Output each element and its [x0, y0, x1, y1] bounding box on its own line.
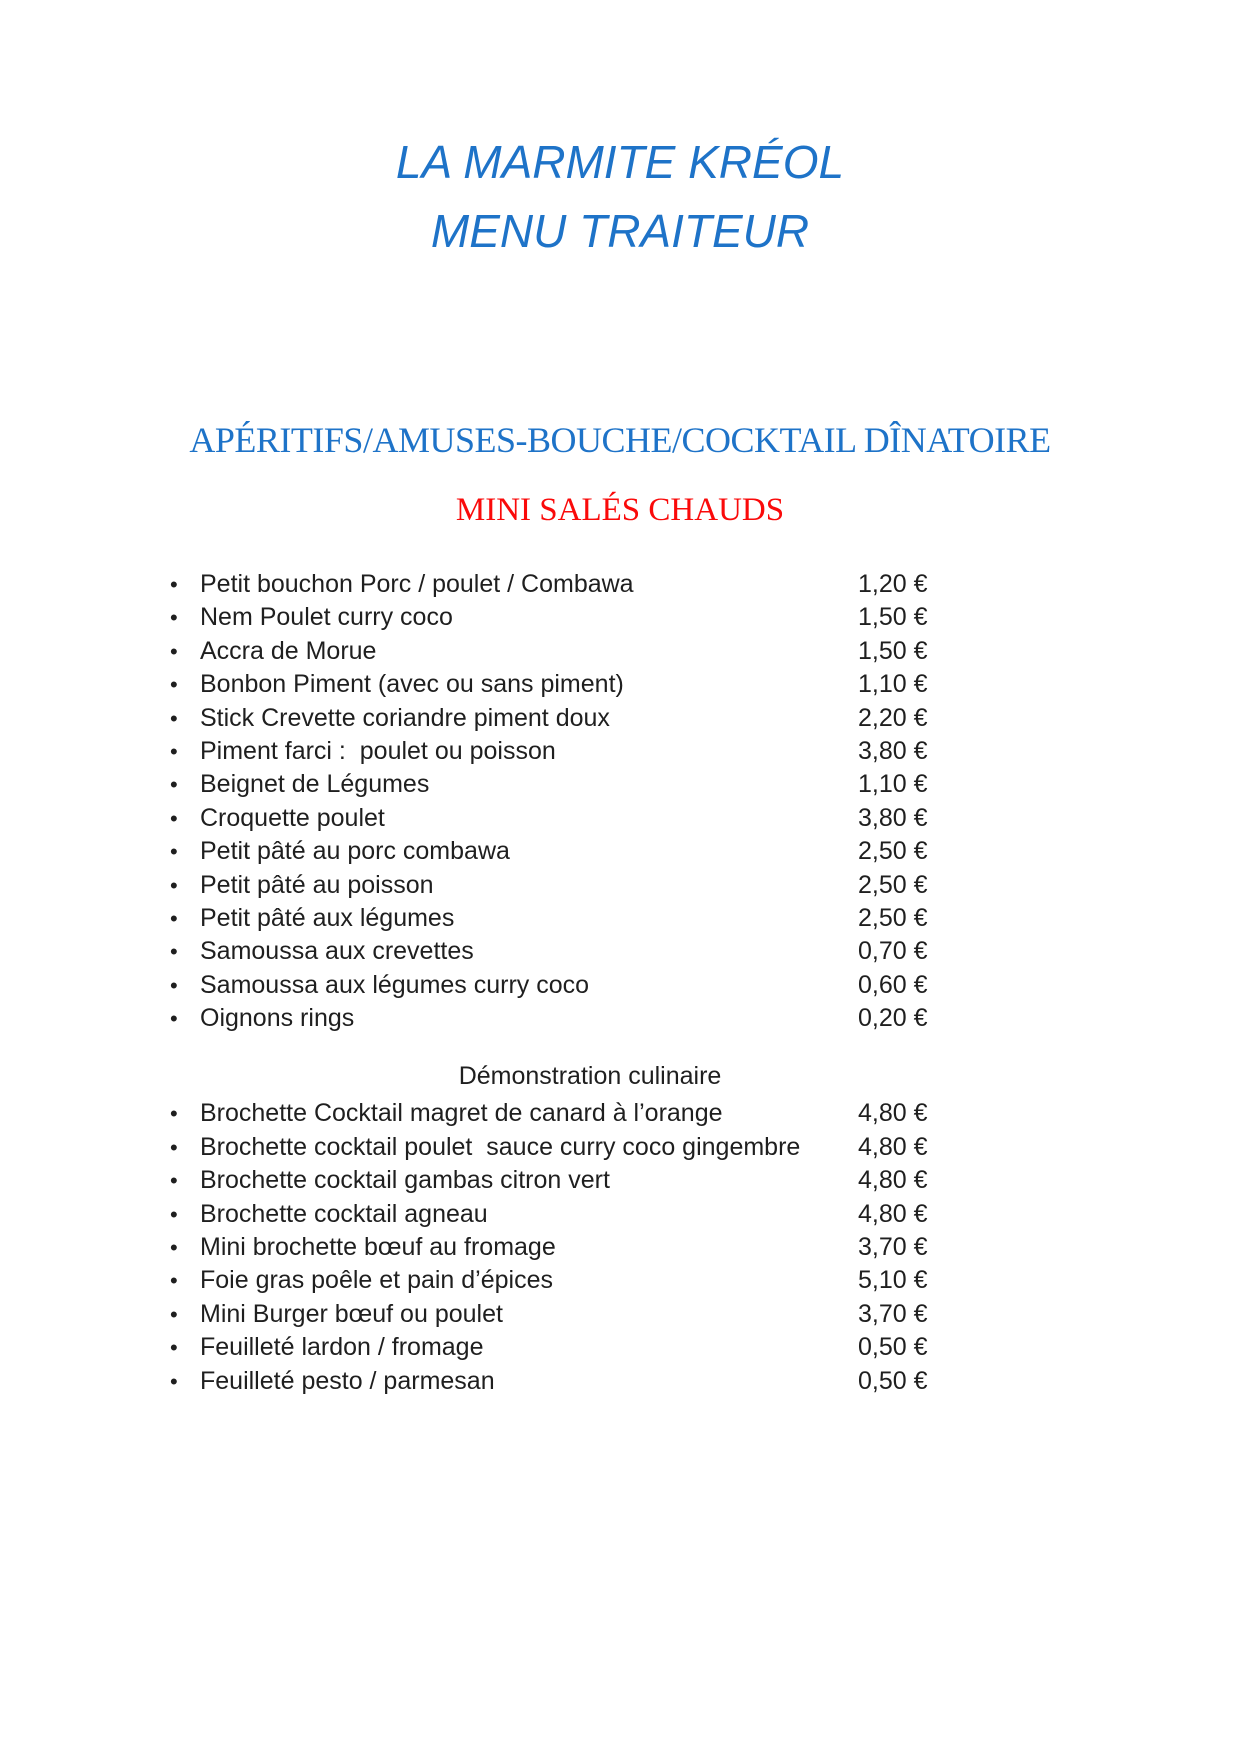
section-heading-aperitifs: APÉRITIFS/AMUSES-BOUCHE/COCKTAIL DÎNATOIRE: [189, 420, 1051, 460]
menu-item-price: 0,20 €: [858, 1004, 928, 1033]
menu-item-price: 4,80 €: [858, 1099, 928, 1128]
menu-item-price: 2,50 €: [858, 870, 928, 899]
menu-item-name: Brochette cocktail agneau: [200, 1199, 488, 1228]
menu-item-name: Brochette cocktail gambas citron vert: [200, 1166, 610, 1195]
menu-item-row: [170, 768, 1175, 801]
bullet-icon: •: [170, 839, 178, 865]
menu-item-row: [170, 1198, 1175, 1231]
menu-item-name: Petit pâté aux légumes: [200, 903, 455, 932]
menu-item-price: 5,10 €: [858, 1266, 928, 1295]
menu-item-price: 1,10 €: [858, 770, 928, 799]
menu-item-name: Oignons rings: [200, 1004, 355, 1033]
menu-item-name: Mini Burger bœuf ou poulet: [200, 1299, 503, 1328]
bullet-icon: •: [170, 738, 178, 764]
bullet-icon: •: [170, 872, 178, 898]
bullet-icon: •: [170, 972, 178, 998]
menu-item-price: 4,80 €: [858, 1166, 928, 1195]
menu-item-name: Feuilleté pesto / parmesan: [200, 1366, 495, 1395]
menu-item-price: 3,80 €: [858, 736, 928, 765]
menu-item-price: 0,70 €: [858, 937, 928, 966]
title-line-1: LA MARMITE KRÉOL: [395, 136, 845, 188]
menu-list-demonstration-culinaire: [65, 1097, 1175, 1398]
group-heading-demonstration-culinaire: Démonstration culinaire: [458, 1062, 722, 1091]
menu-item-price: 4,80 €: [858, 1199, 928, 1228]
menu-item-price: 4,80 €: [858, 1132, 928, 1161]
menu-item-price: 3,70 €: [858, 1299, 928, 1328]
menu-item-row: [170, 869, 1175, 902]
menu-item-row: [170, 1002, 1175, 1035]
menu-item-name: Samoussa aux légumes curry coco: [200, 970, 590, 999]
menu-item-name: Samoussa aux crevettes: [200, 937, 474, 966]
menu-item-name: Stick Crevette coriandre piment doux: [200, 703, 610, 732]
menu-item-price: 3,80 €: [858, 803, 928, 832]
menu-item-price: 1,50 €: [858, 636, 928, 665]
bullet-icon: •: [170, 1235, 178, 1261]
menu-item-name: Accra de Morue: [200, 636, 377, 665]
bullet-icon: •: [170, 805, 178, 831]
menu-item-price: 0,50 €: [858, 1366, 928, 1395]
subsection-heading-mini-sales-chauds: MINI SALÉS CHAUDS: [455, 492, 785, 528]
menu-item-row: [170, 1331, 1175, 1364]
bullet-icon: •: [170, 705, 178, 731]
menu-item-row: [170, 1298, 1175, 1331]
bullet-icon: •: [170, 672, 178, 698]
menu-item-row: [170, 1131, 1175, 1164]
menu-item-name: Beignet de Légumes: [200, 770, 430, 799]
menu-item-name: Mini brochette bœuf au fromage: [200, 1233, 556, 1262]
menu-item-name: Piment farci : poulet ou poisson: [200, 736, 556, 765]
menu-item-price: 1,20 €: [858, 570, 928, 598]
menu-item-name: Bonbon Piment (avec ou sans piment): [200, 670, 624, 699]
menu-item-name: Brochette Cocktail magret de canard à l’orange: [200, 1099, 723, 1128]
menu-item-price: 3,70 €: [858, 1233, 928, 1262]
menu-item-row: [170, 702, 1175, 735]
menu-item-price: 0,60 €: [858, 970, 928, 999]
menu-item-price: 1,50 €: [858, 603, 928, 632]
bullet-icon: •: [170, 605, 178, 631]
menu-item-row: [170, 1164, 1175, 1197]
menu-item-row: [170, 1231, 1175, 1264]
menu-item-row: [170, 1365, 1175, 1398]
menu-list-mini-sales-chauds: [65, 568, 1175, 1035]
bullet-icon: •: [170, 638, 178, 664]
bullet-icon: •: [170, 1168, 178, 1194]
menu-item-row: [170, 835, 1175, 868]
menu-item-row: [170, 802, 1175, 835]
page-title: [65, 0, 1175, 266]
bullet-icon: •: [170, 905, 178, 931]
menu-item-row: [170, 568, 1175, 601]
menu-item-name: Feuilleté lardon / fromage: [200, 1333, 484, 1362]
menu-item-name: Petit pâté au porc combawa: [200, 837, 510, 866]
bullet-icon: •: [170, 939, 178, 965]
bullet-icon: •: [170, 1134, 178, 1160]
menu-item-row: [170, 969, 1175, 1002]
bullet-icon: •: [170, 1268, 178, 1294]
bullet-icon: •: [170, 1368, 178, 1394]
menu-item-price: 2,50 €: [858, 837, 928, 866]
bullet-icon: •: [170, 1101, 178, 1127]
menu-item-price: 2,20 €: [858, 703, 928, 732]
bullet-icon: •: [170, 772, 178, 798]
menu-item-name: Nem Poulet curry coco: [200, 603, 453, 632]
menu-item-name: Croquette poulet: [200, 803, 385, 832]
menu-item-row: [170, 935, 1175, 968]
menu-item-name: Petit bouchon Porc / poulet / Combawa: [200, 570, 634, 598]
menu-item-row: [170, 902, 1175, 935]
menu-item-price: 2,50 €: [858, 903, 928, 932]
bullet-icon: •: [170, 572, 178, 597]
menu-item-row: [170, 1264, 1175, 1297]
menu-item-name: Foie gras poêle et pain d’épices: [200, 1266, 554, 1295]
bullet-icon: •: [170, 1006, 178, 1032]
menu-item-row: [170, 735, 1175, 768]
menu-item-row: [170, 601, 1175, 634]
menu-item-name: Petit pâté au poisson: [200, 870, 434, 899]
menu-item-row: [170, 635, 1175, 668]
menu-item-name: Brochette cocktail poulet sauce curry coco gingembre: [200, 1132, 801, 1161]
menu-item-row: [170, 1097, 1175, 1130]
bullet-icon: •: [170, 1335, 178, 1361]
menu-item-row: [170, 668, 1175, 701]
menu-item-price: 1,10 €: [858, 670, 928, 699]
title-line-2: MENU TRAITEUR: [430, 205, 810, 257]
bullet-icon: •: [170, 1301, 178, 1327]
bullet-icon: •: [170, 1201, 178, 1227]
menu-item-price: 0,50 €: [858, 1333, 928, 1362]
